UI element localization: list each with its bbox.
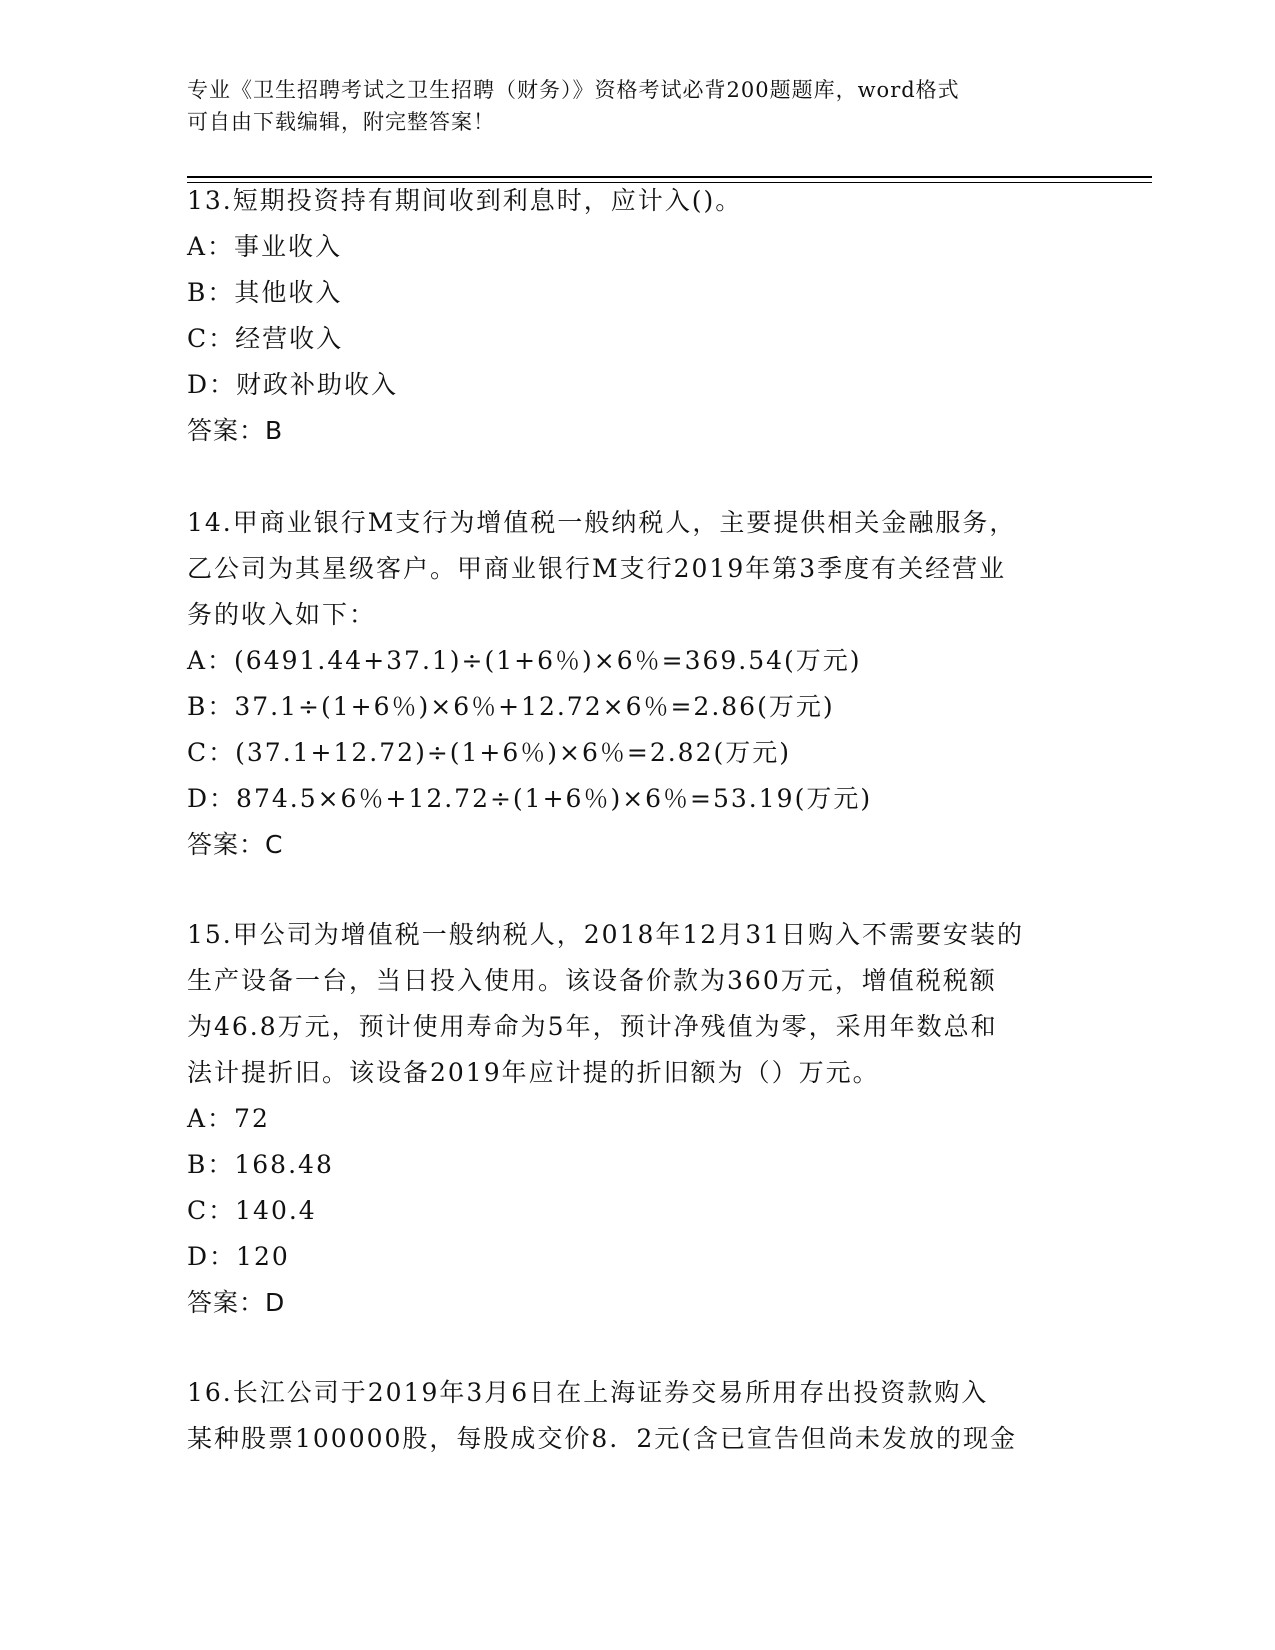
question-15 [187, 912, 1087, 1326]
option-d: D：874.5×6％+12.72÷(1+6％)×6％=53.19(万元) [187, 784, 873, 813]
question-text: 13.短期投资持有期间收到利息时，应计入()。 [187, 186, 743, 215]
question-text: 14.甲商业银行M支行为增值税一般纳税人，主要提供相关金融服务， [187, 508, 1017, 537]
option-c: C：(37.1+12.72)÷(1+6％)×6％=2.82(万元) [187, 738, 792, 767]
option-b: B：37.1÷(1+6％)×6％+12.72×6％=2.86(万元) [187, 692, 835, 721]
option-c: C：140.4 [187, 1196, 317, 1225]
question-text: 16.长江公司于2019年3月6日在上海证券交易所用存出投资款购入 [187, 1378, 989, 1407]
question-text: 务的收入如下： [187, 600, 377, 629]
question-text: 法计提折旧。该设备2019年应计提的折旧额为（）万元。 [187, 1058, 880, 1087]
header-line: 可自由下载编辑，附完整答案！ [187, 110, 495, 134]
question-text: 某种股票100000股，每股成交价8．2元(含已宣告但尚未发放的现金 [187, 1424, 1018, 1453]
question-text: 乙公司为其星级客户。甲商业银行M支行2019年第3季度有关经营业 [187, 554, 1007, 583]
question-16 [187, 1370, 1087, 1462]
option-d: D：财政补助收入 [187, 370, 399, 399]
option-a: A：事业收入 [187, 232, 343, 261]
option-d: D：120 [187, 1242, 290, 1271]
option-c: C：经营收入 [187, 324, 344, 353]
question-text: 15.甲公司为增值税一般纳税人，2018年12月31日购入不需要安装的 [187, 920, 1025, 949]
question-text: 生产设备一台，当日投入使用。该设备价款为360万元，增值税税额 [187, 966, 997, 995]
answer-label: 答案：D [187, 1288, 286, 1317]
option-b: B：168.48 [187, 1150, 334, 1179]
option-a: A：(6491.44+37.1)÷(1+6％)×6％=369.54(万元) [187, 646, 862, 675]
option-a: A：72 [187, 1104, 270, 1133]
header-line: 专业《卫生招聘考试之卫生招聘（财务）》资格考试必背200题题库，word格式 [187, 78, 960, 102]
answer-label: 答案：C [187, 830, 284, 859]
question-text: 为46.8万元，预计使用寿命为5年，预计净残值为零，采用年数总和 [187, 1012, 998, 1041]
option-b: B：其他收入 [187, 278, 343, 307]
question-14 [187, 500, 1087, 868]
answer-label: 答案：B [187, 416, 284, 445]
document-header [187, 74, 1067, 138]
question-13 [187, 178, 1087, 454]
